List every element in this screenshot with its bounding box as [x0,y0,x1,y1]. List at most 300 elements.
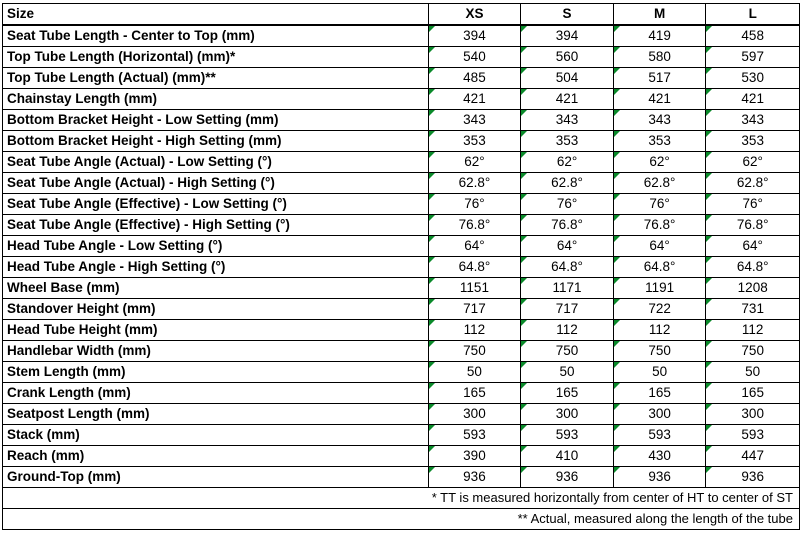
footnote-tt-horizontal: * TT is measured horizontally from center of HT to center of ST [3,488,800,509]
cell-value: 458 [741,28,764,43]
comment-marker-icon [706,68,712,74]
row-label: Reach (mm) [3,446,429,467]
cell-value: 580 [648,49,671,64]
table-row [3,68,800,89]
cell-value: 64° [742,238,763,253]
cell-value: 343 [463,112,486,127]
comment-marker-icon [614,215,620,221]
cell-xs [428,173,521,194]
comment-marker-icon [521,362,527,368]
cell-l [706,173,800,194]
comment-marker-icon [706,278,712,284]
cell-l [706,299,800,320]
comment-marker-icon [706,467,712,473]
cell-value: 936 [741,469,764,484]
comment-marker-icon [614,341,620,347]
cell-l [706,110,800,131]
cell-value: 517 [648,70,671,85]
comment-marker-icon [706,26,712,32]
header-size-s: S [521,4,614,26]
comment-marker-icon [706,383,712,389]
cell-xs [428,299,521,320]
cell-s [521,152,614,173]
row-label: Bottom Bracket Height - Low Setting (mm) [3,110,429,131]
comment-marker-icon [429,131,435,137]
cell-value: 165 [463,385,486,400]
comment-marker-icon [706,320,712,326]
cell-value: 750 [463,343,486,358]
comment-marker-icon [521,404,527,410]
cell-value: 410 [555,448,579,463]
comment-marker-icon [614,173,620,179]
comment-marker-icon [429,194,435,200]
comment-marker-icon [614,26,620,32]
cell-s [521,131,614,152]
cell-m [613,25,706,47]
comment-marker-icon [614,467,620,473]
cell-xs [428,278,521,299]
cell-l [706,194,800,215]
table-row [3,47,800,68]
cell-value: 421 [741,91,764,106]
header-size-m: M [613,4,706,26]
comment-marker-icon [706,257,712,263]
cell-value: 64.8° [643,259,676,274]
cell-value: 1191 [645,280,675,295]
cell-m [613,194,706,215]
comment-marker-icon [429,467,435,473]
comment-marker-icon [614,47,620,53]
table-row [3,446,800,467]
comment-marker-icon [429,446,435,452]
cell-value: 62.8° [643,175,676,190]
comment-marker-icon [521,152,527,158]
comment-marker-icon [614,362,620,368]
cell-xs [428,194,521,215]
cell-value: 717 [463,301,486,316]
comment-marker-icon [614,236,620,242]
table-row [3,110,800,131]
row-label: Standover Height (mm) [3,299,429,320]
comment-marker-icon [521,194,527,200]
cell-l [706,236,800,257]
cell-value: 593 [463,427,486,442]
comment-marker-icon [429,299,435,305]
cell-value: 353 [463,133,486,148]
cell-xs [428,47,521,68]
cell-l [706,25,800,47]
cell-xs [428,404,521,425]
comment-marker-icon [429,383,435,389]
table-row [3,236,800,257]
comment-marker-icon [614,152,620,158]
comment-marker-icon [614,278,620,284]
comment-marker-icon [614,257,620,263]
cell-xs [428,446,521,467]
cell-value: 64.8° [458,259,491,274]
table-row [3,257,800,278]
comment-marker-icon [706,47,712,53]
cell-xs [428,320,521,341]
cell-value: 560 [555,49,579,64]
cell-value: 76.8° [643,217,676,232]
cell-m [613,320,706,341]
cell-value: 750 [741,343,764,358]
cell-m [613,425,706,446]
cell-value: 394 [555,28,579,43]
row-label: Seat Tube Angle (Actual) - Low Setting (°) [3,152,429,173]
comment-marker-icon [521,236,527,242]
row-label: Stack (mm) [3,425,429,446]
cell-value: 112 [648,322,671,337]
comment-marker-icon [429,278,435,284]
cell-xs [428,467,521,488]
cell-s [521,467,614,488]
comment-marker-icon [614,404,620,410]
row-label: Head Tube Angle - Low Setting (°) [3,236,429,257]
table-row [3,404,800,425]
table-row [3,194,800,215]
table-body [3,25,800,488]
cell-s [521,68,614,89]
comment-marker-icon [706,215,712,221]
comment-marker-icon [614,383,620,389]
cell-value: 62.8° [551,175,583,190]
cell-value: 76° [742,196,763,211]
row-label: Wheel Base (mm) [3,278,429,299]
cell-s [521,299,614,320]
cell-value: 64° [556,238,578,253]
cell-m [613,215,706,236]
comment-marker-icon [706,131,712,137]
comment-marker-icon [614,425,620,431]
comment-marker-icon [521,68,527,74]
comment-marker-icon [429,320,435,326]
cell-m [613,383,706,404]
cell-value: 50 [745,364,761,379]
row-label: Seat Tube Angle (Actual) - High Setting (°) [3,173,429,194]
cell-value: 50 [559,364,575,379]
comment-marker-icon [614,68,620,74]
footnote-row [3,509,800,530]
cell-value: 750 [648,343,671,358]
footnote-tt-actual: ** Actual, measured along the length of the tube [3,509,800,530]
cell-l [706,278,800,299]
cell-value: 353 [555,133,579,148]
comment-marker-icon [706,341,712,347]
cell-l [706,257,800,278]
cell-m [613,299,706,320]
cell-s [521,278,614,299]
comment-marker-icon [429,236,435,242]
table-row [3,215,800,236]
cell-value: 300 [555,406,579,421]
header-row [3,4,800,26]
comment-marker-icon [521,341,527,347]
comment-marker-icon [706,362,712,368]
cell-xs [428,425,521,446]
cell-value: 430 [648,448,671,463]
cell-value: 62° [742,154,763,169]
cell-m [613,257,706,278]
comment-marker-icon [521,26,527,32]
cell-m [613,404,706,425]
table-row [3,278,800,299]
cell-xs [428,68,521,89]
comment-marker-icon [614,110,620,116]
comment-marker-icon [706,152,712,158]
cell-m [613,362,706,383]
cell-m [613,341,706,362]
cell-value: 530 [741,70,764,85]
cell-value: 343 [648,112,671,127]
cell-value: 76° [556,196,578,211]
cell-value: 390 [463,448,486,463]
comment-marker-icon [429,257,435,263]
header-size-label: Size [3,4,429,26]
cell-s [521,257,614,278]
cell-value: 112 [556,322,578,337]
cell-l [706,467,800,488]
comment-marker-icon [521,173,527,179]
table-row [3,152,800,173]
cell-value: 717 [555,301,579,316]
cell-l [706,383,800,404]
cell-value: 165 [648,385,671,400]
table-row [3,299,800,320]
cell-l [706,362,800,383]
comment-marker-icon [614,89,620,95]
cell-s [521,47,614,68]
cell-xs [428,362,521,383]
cell-s [521,362,614,383]
table-row [3,362,800,383]
row-label: Head Tube Angle - High Setting (°) [3,257,429,278]
table-row [3,89,800,110]
comment-marker-icon [706,404,712,410]
cell-value: 62° [649,154,670,169]
cell-value: 64° [649,238,670,253]
cell-value: 343 [555,112,579,127]
cell-m [613,173,706,194]
comment-marker-icon [706,110,712,116]
comment-marker-icon [429,89,435,95]
cell-value: 419 [648,28,671,43]
cell-l [706,446,800,467]
comment-marker-icon [706,446,712,452]
comment-marker-icon [521,320,527,326]
cell-value: 300 [741,406,764,421]
cell-s [521,89,614,110]
cell-value: 50 [652,364,668,379]
cell-s [521,215,614,236]
table-row [3,25,800,47]
row-label: Crank Length (mm) [3,383,429,404]
cell-value: 1171 [552,280,582,295]
cell-xs [428,110,521,131]
cell-l [706,425,800,446]
cell-value: 62° [556,154,578,169]
cell-m [613,131,706,152]
comment-marker-icon [521,299,527,305]
comment-marker-icon [429,404,435,410]
cell-s [521,110,614,131]
comment-marker-icon [429,425,435,431]
cell-value: 353 [741,133,764,148]
cell-value: 112 [463,322,486,337]
cell-value: 504 [555,70,579,85]
row-label: Head Tube Height (mm) [3,320,429,341]
cell-value: 343 [741,112,764,127]
cell-value: 64.8° [551,259,583,274]
header-size-l: L [706,4,800,26]
comment-marker-icon [521,257,527,263]
row-label: Ground-Top (mm) [3,467,429,488]
cell-value: 76.8° [551,217,583,232]
cell-value: 112 [741,322,764,337]
comment-marker-icon [429,362,435,368]
row-label: Seat Tube Angle (Effective) - High Setting (°) [3,215,429,236]
comment-marker-icon [521,89,527,95]
comment-marker-icon [429,110,435,116]
cell-s [521,446,614,467]
cell-s [521,25,614,47]
row-label: Stem Length (mm) [3,362,429,383]
cell-value: 76.8° [458,217,491,232]
cell-s [521,236,614,257]
comment-marker-icon [521,278,527,284]
table-row [3,131,800,152]
cell-value: 353 [648,133,671,148]
row-label: Top Tube Length (Horizontal) (mm)* [3,47,429,68]
cell-value: 485 [463,70,486,85]
cell-m [613,89,706,110]
cell-xs [428,152,521,173]
cell-value: 421 [648,91,671,106]
cell-m [613,110,706,131]
comment-marker-icon [429,341,435,347]
cell-m [613,446,706,467]
geometry-table [2,3,800,530]
cell-value: 50 [466,364,482,379]
cell-value: 421 [555,91,579,106]
table-row [3,173,800,194]
cell-l [706,341,800,362]
cell-l [706,89,800,110]
cell-value: 76.8° [736,217,769,232]
cell-value: 597 [741,49,764,64]
comment-marker-icon [706,299,712,305]
comment-marker-icon [614,194,620,200]
cell-value: 76° [464,196,485,211]
comment-marker-icon [706,425,712,431]
comment-marker-icon [706,173,712,179]
table-row [3,383,800,404]
cell-m [613,278,706,299]
cell-value: 936 [648,469,671,484]
cell-value: 540 [463,49,486,64]
comment-marker-icon [429,173,435,179]
cell-value: 62.8° [458,175,491,190]
cell-value: 447 [741,448,764,463]
cell-value: 593 [648,427,671,442]
row-label: Chainstay Length (mm) [3,89,429,110]
comment-marker-icon [429,26,435,32]
cell-value: 750 [555,343,579,358]
cell-l [706,68,800,89]
comment-marker-icon [614,131,620,137]
row-label: Seatpost Length (mm) [3,404,429,425]
comment-marker-icon [521,47,527,53]
table-row [3,341,800,362]
cell-value: 300 [648,406,671,421]
cell-s [521,425,614,446]
cell-value: 1208 [737,280,768,295]
comment-marker-icon [429,152,435,158]
comment-marker-icon [521,215,527,221]
cell-m [613,236,706,257]
cell-value: 64.8° [736,259,769,274]
cell-xs [428,383,521,404]
cell-xs [428,257,521,278]
cell-value: 165 [555,385,579,400]
cell-m [613,152,706,173]
row-label: Bottom Bracket Height - High Setting (mm) [3,131,429,152]
cell-m [613,467,706,488]
comment-marker-icon [521,110,527,116]
comment-marker-icon [429,68,435,74]
cell-value: 300 [463,406,486,421]
footnote-row [3,488,800,509]
comment-marker-icon [429,215,435,221]
comment-marker-icon [521,131,527,137]
cell-s [521,194,614,215]
cell-value: 722 [648,301,671,316]
row-label: Top Tube Length (Actual) (mm)** [3,68,429,89]
comment-marker-icon [429,47,435,53]
comment-marker-icon [521,383,527,389]
comment-marker-icon [706,194,712,200]
cell-value: 593 [741,427,764,442]
comment-marker-icon [521,467,527,473]
cell-value: 76° [649,196,670,211]
table-row [3,425,800,446]
row-label: Handlebar Width (mm) [3,341,429,362]
cell-m [613,68,706,89]
cell-xs [428,215,521,236]
cell-s [521,320,614,341]
comment-marker-icon [614,446,620,452]
cell-value: 421 [463,91,486,106]
cell-value: 165 [741,385,764,400]
comment-marker-icon [706,89,712,95]
cell-value: 62° [464,154,485,169]
cell-value: 62.8° [736,175,769,190]
cell-value: 936 [463,469,486,484]
header-size-xs: XS [428,4,521,26]
comment-marker-icon [614,320,620,326]
table-row [3,320,800,341]
cell-l [706,215,800,236]
cell-l [706,131,800,152]
cell-l [706,404,800,425]
cell-s [521,383,614,404]
table-row [3,467,800,488]
cell-l [706,320,800,341]
comment-marker-icon [521,446,527,452]
cell-value: 64° [464,238,485,253]
cell-xs [428,341,521,362]
